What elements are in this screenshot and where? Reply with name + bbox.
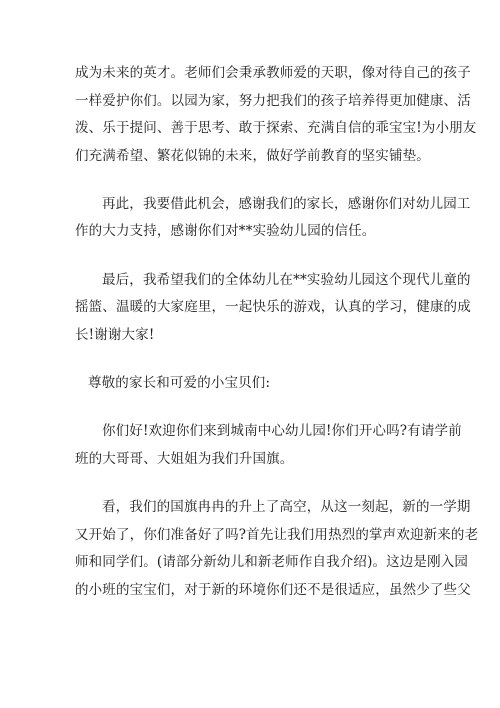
paragraph-3-line-2: 摇篮、温暖的大家庭里，一起快乐的游戏，认真的学习，健康的成 xyxy=(75,299,471,315)
paragraph-6-line-4: 的小班的宝宝们，对于新的环境你们还不是很适应，虽然少了些父 xyxy=(75,582,471,598)
salutation-line: 尊敬的家长和可爱的小宝贝们: xyxy=(88,375,271,391)
paragraph-1-line-1: 成为未来的英才。老师们会秉承教师爱的天职，像对待自己的孩子 xyxy=(75,65,471,81)
paragraph-3-line-1: 最后，我希望我们的全体幼儿在**实验幼儿园这个现代儿童的 xyxy=(102,272,471,288)
paragraph-6-line-1: 看，我们的国旗冉冉的升上了高空，从这一刻起，新的一学期 xyxy=(102,499,471,515)
paragraph-1-line-2: 一样爱护你们。以园为家，努力把我们的孩子培养得更加健康、活 xyxy=(75,93,471,109)
paragraph-6-line-3: 师和同学们。(请部分新幼儿和新老师作自我介绍)。这边是刚入园 xyxy=(75,554,469,570)
paragraph-6-line-2: 又开始了，你们准备好了吗?首先让我们用热烈的掌声欢迎新来的老 xyxy=(75,527,479,543)
paragraph-5-line-1: 你们好!欢迎你们来到城南中心幼儿园!你们开心吗?有请学前 xyxy=(102,423,462,439)
paragraph-1-line-4: 们充满希望、繁花似锦的未来，做好学前教育的坚实铺垫。 xyxy=(75,148,430,164)
paragraph-2-line-2: 作的大力支持，感谢你们对**实验幼儿园的信任。 xyxy=(75,223,376,239)
paragraph-1-line-3: 泼、乐于提问、善于思考、敢于探索、充满自信的乖宝宝!为小朋友 xyxy=(75,120,477,136)
paragraph-3-line-3: 长!谢谢大家! xyxy=(75,327,155,343)
paragraph-2-line-1: 再此，我要借此机会，感谢我们的家长，感谢你们对幼儿园工 xyxy=(102,196,471,212)
paragraph-5-line-2: 班的大哥哥、大姐姐为我们升国旗。 xyxy=(75,451,294,467)
